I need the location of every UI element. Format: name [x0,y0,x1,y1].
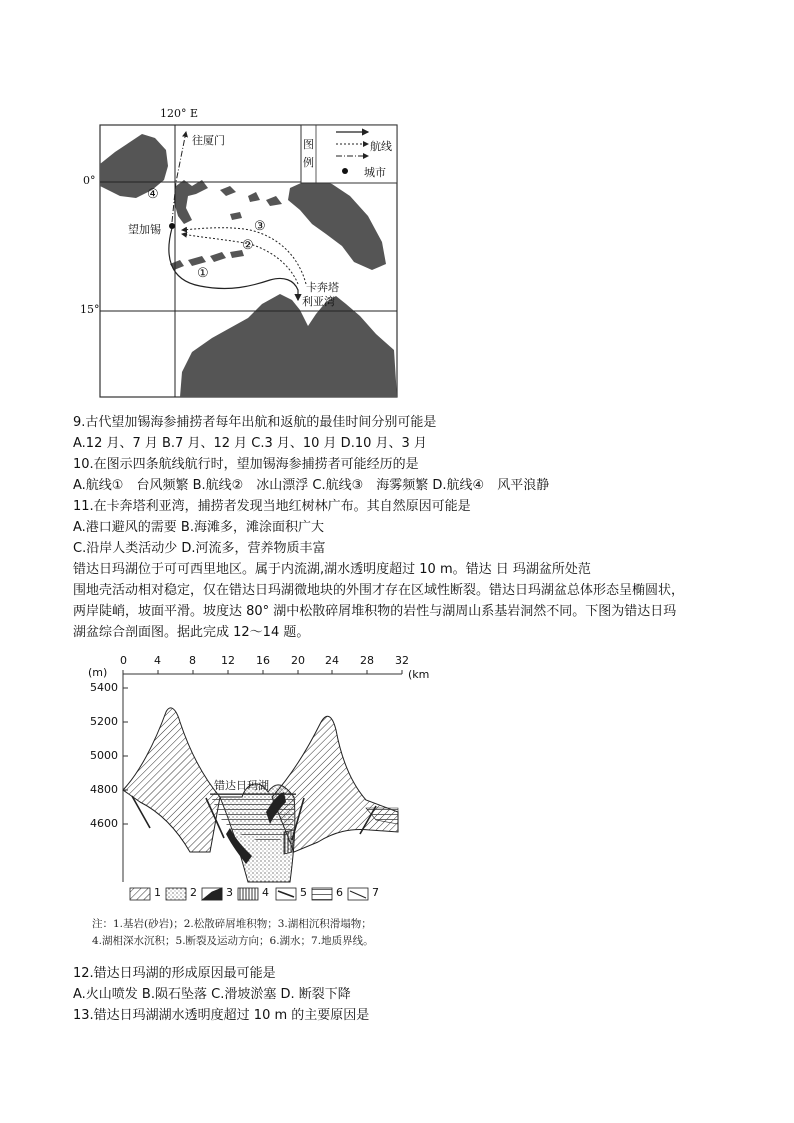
q9-options: A.12 月、7 月 B.7 月、12 月 C.3 月、10 月 D.10 月、3 月 [73,436,427,451]
route-2-marker: ② [242,238,254,253]
passage-line-4: 湖盆综合剖面图。据此完成 12～14 题。 [73,625,310,640]
x-tick-12: 12 [221,654,235,667]
route-4-marker: ④ [147,187,159,202]
y-tick-5000: 5000 [90,749,118,762]
q13-text: 13.错达日玛湖湖水透明度超过 10 m 的主要原因是 [73,1008,370,1023]
x-tick-24: 24 [325,654,339,667]
left-mountain-bedrock [123,708,220,852]
q12-text: 12.错达日玛湖的形成原因最可能是 [73,966,276,981]
legend-city-dot [342,168,348,174]
deep-lake-sediment [284,830,294,854]
y-tick-4600: 4600 [90,817,118,830]
x-tick-20: 20 [291,654,305,667]
legend-num-7: 7 [372,886,379,899]
x-tick-16: 16 [256,654,270,667]
section-svg [80,652,420,952]
route-1-marker: ① [197,266,209,281]
section-legend [130,888,368,900]
legend-route-label: 航线 [370,140,392,153]
legend-num-1: 1 [154,886,161,899]
route-3-marker: ③ [254,219,266,234]
legend-title-2: 例 [303,156,314,169]
makassar-label: 望加锡 [128,223,161,236]
km-unit: (km [408,668,430,681]
legend-num-2: 2 [190,886,197,899]
q11-text: 11.在卡奔塔利亚湾，捕捞者发现当地红树林广布。其自然原因可能是 [73,499,471,514]
legend-num-4: 4 [262,886,269,899]
q12-options: A.火山喷发 B.陨石坠落 C.滑坡淤塞 D. 断裂下降 [73,987,351,1002]
carpentaria-label-2: 利亚湾 [302,295,335,308]
section-note-2: 4.湖相深水沉积；5.断裂及运动方向；6.湖水；7.地质界线。 [92,935,374,947]
legend-num-3: 3 [226,886,233,899]
m-unit: (m) [88,666,108,679]
passage-line-2: 围地壳活动相对稳定，仅在错达日玛湖微地块的外围才存在区域性断裂。错达日玛湖盆总体形态呈椭圆状， [73,583,685,598]
lat0-label: 0° [83,174,96,187]
lon-label: 120° E [160,107,199,120]
legend-num-6: 6 [336,886,343,899]
q10-text: 10.在图示四条航线航行时，望加锡海参捕捞者可能经历的是 [73,457,419,472]
legend-num-5: 5 [300,886,307,899]
legend-city-label: 城市 [364,166,386,179]
passage-line-1: 错达日玛湖位于可可西里地区。属于内流湖,湖水透明度超过 10 m。错达 日 玛湖盆所处范 [73,562,591,577]
x-tick-28: 28 [360,654,374,667]
map-figure [80,104,410,400]
x-tick-32: 32 [395,654,409,667]
q11-options-2: C.沿岸人类活动少 D.河流多，营养物质丰富 [73,541,326,556]
xiamen-label: 往厦门 [192,134,225,147]
x-tick-0: 0 [120,654,127,667]
carpentaria-label-1: 卡奔塔 [306,281,339,294]
y-tick-5200: 5200 [90,715,118,728]
section-note-1: 注：1.基岩(砂岩)；2.松散碎屑堆积物；3.湖相沉积滑塌物； [92,918,372,930]
y-tick-4800: 4800 [90,783,118,796]
legend-title-1: 图 [303,138,314,151]
x-tick-8: 8 [189,654,196,667]
lat15-label: 15° [80,303,100,316]
q10-options: A.航线① 台风频繁 B.航线② 冰山漂浮 C.航线③ 海雾频繁 D.航线④ 风平浪静 [73,478,550,493]
passage-line-3: 两岸陡峭，坡面平滑。坡度达 80° 湖中松散碎屑堆积物的岩性与湖周山系基岩洞然不同。下图为错达日玛 [73,604,677,619]
section-figure [80,652,430,952]
lake-name-label: 错达日玛湖 [214,779,269,792]
x-tick-4: 4 [154,654,161,667]
q11-options-1: A.港口避风的需要 B.海滩多，滩涂面积广大 [73,520,324,535]
q9-text: 9.古代望加锡海参捕捞者每年出航和返航的最佳时间分别可能是 [73,415,437,430]
y-tick-5400: 5400 [90,681,118,694]
makassar-city-dot [169,223,175,229]
